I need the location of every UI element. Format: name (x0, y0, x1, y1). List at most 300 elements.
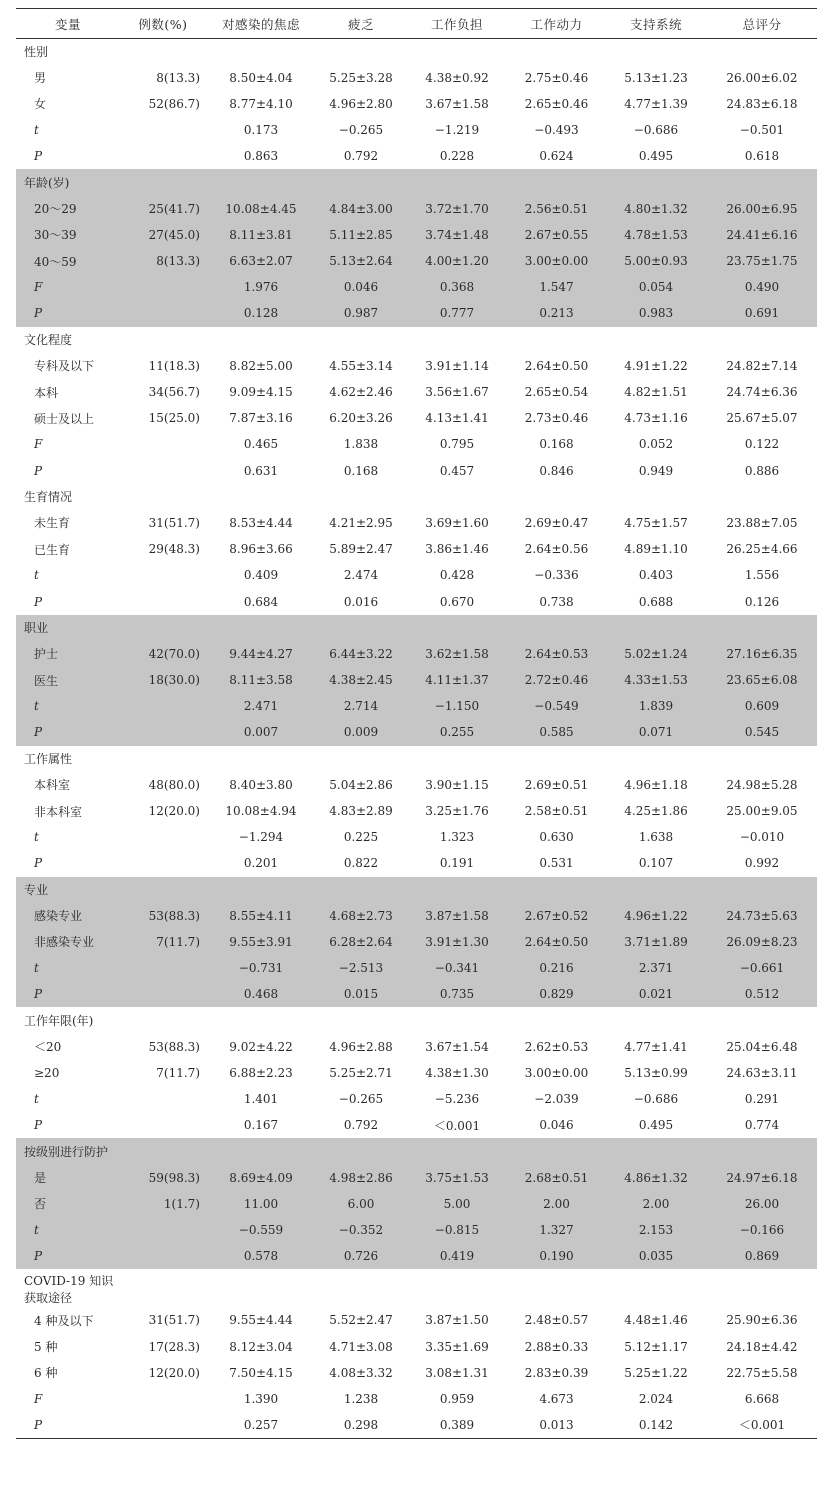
row-label: t (16, 955, 120, 981)
row-label: 否 (16, 1191, 120, 1217)
workload-cell: 3.62±1.58 (406, 641, 508, 667)
support-cell: 3.71±1.89 (605, 929, 707, 955)
anxiety-cell: 8.12±3.04 (229, 1339, 293, 1354)
count-cell (120, 274, 206, 300)
anxiety-cell: 8.53±4.44 (229, 515, 293, 530)
fatigue-cell: 4.71±3.08 (329, 1339, 393, 1354)
table-row (16, 379, 817, 405)
fatigue-cell: 0.225 (343, 830, 379, 845)
total-cell: 23.88±7.05 (726, 515, 798, 530)
header-cell-workload: 工作负担 (430, 16, 483, 32)
anxiety-cell: 2.471 (206, 693, 316, 719)
workload-cell: 0.457 (439, 463, 475, 478)
support-cell: 2.00 (605, 1191, 707, 1217)
count-cell (120, 458, 206, 484)
total-cell: 24.63±3.11 (726, 1065, 798, 1080)
table-row (16, 510, 817, 536)
anxiety-cell: 0.007 (206, 719, 316, 745)
fatigue-cell: 0.726 (316, 1243, 406, 1269)
count-cell: 59(98.3) (120, 1165, 206, 1191)
row-label: t (16, 1217, 120, 1243)
group-header-row (16, 1138, 817, 1164)
count-cell: 25(41.7) (120, 196, 206, 222)
fatigue-cell: 6.00 (316, 1191, 406, 1217)
motivation-cell: 0.829 (508, 981, 605, 1007)
fatigue-cell: 4.96±2.88 (329, 1039, 393, 1054)
row-label: t (34, 830, 39, 845)
fatigue-cell: 0.016 (343, 594, 379, 609)
fatigue-cell: 0.298 (343, 1417, 379, 1432)
total-cell: 25.04±6.48 (726, 1039, 798, 1054)
count-cell: 11(18.3) (148, 358, 200, 373)
fatigue-cell: 4.55±3.14 (329, 358, 393, 373)
workload-cell: 0.228 (439, 149, 475, 164)
support-cell: 0.071 (605, 719, 707, 745)
count-cell: 8(13.3) (120, 248, 206, 274)
total-cell: 0.122 (744, 437, 780, 452)
table-row (16, 405, 817, 431)
support-cell: 4.89±1.10 (624, 542, 688, 557)
total-cell: 27.16±6.35 (707, 641, 817, 667)
row-label: 未生育 (34, 516, 71, 531)
motivation-cell: 2.65±0.54 (524, 385, 589, 400)
count-cell (120, 562, 206, 588)
workload-cell: 0.389 (439, 1417, 475, 1432)
anxiety-cell: 7.87±3.16 (229, 411, 293, 426)
support-cell: 4.96±1.22 (605, 903, 707, 929)
header-cell-support: 支持系统 (629, 16, 682, 32)
workload-cell: 1.323 (439, 830, 475, 845)
count-cell (120, 117, 206, 143)
anxiety-cell: 11.00 (206, 1191, 316, 1217)
row-label: 是 (16, 1165, 120, 1191)
table-row (16, 641, 817, 667)
support-cell: 0.688 (638, 594, 674, 609)
table-row (16, 353, 817, 379)
count-cell: 27(45.0) (120, 222, 206, 248)
anxiety-cell: 9.09±4.15 (229, 385, 293, 400)
group-header-row (16, 327, 817, 353)
support-cell: −0.686 (633, 1092, 679, 1107)
workload-cell: 3.86±1.46 (425, 542, 489, 557)
motivation-cell: 2.67±0.55 (508, 222, 605, 248)
workload-cell: 4.11±1.37 (406, 667, 508, 693)
fatigue-cell: 6.20±3.26 (329, 411, 393, 426)
group-header-row (16, 1269, 817, 1307)
total-cell: 0.774 (744, 1118, 780, 1133)
statistic-row (16, 274, 817, 300)
total-cell: 24.98±5.28 (726, 777, 798, 792)
group-name: 生育情况 (24, 490, 73, 505)
anxiety-cell: 8.50±4.04 (229, 70, 293, 85)
motivation-cell: 2.56±0.51 (508, 196, 605, 222)
workload-cell: 3.87±1.50 (425, 1313, 489, 1328)
header-cell-variable: 变量 (54, 16, 81, 32)
total-cell: 0.691 (707, 300, 817, 326)
workload-cell: 3.25±1.76 (425, 804, 489, 819)
support-cell: 4.96±1.18 (624, 777, 688, 792)
fatigue-cell: 5.13±2.64 (316, 248, 406, 274)
motivation-cell: 2.00 (508, 1191, 605, 1217)
count-cell: 15(25.0) (148, 411, 200, 426)
motivation-cell: 2.65±0.46 (524, 96, 589, 111)
workload-cell: 0.795 (439, 437, 475, 452)
row-label: 感染专业 (16, 903, 120, 929)
motivation-cell: 0.013 (539, 1417, 574, 1432)
anxiety-cell: 10.08±4.94 (225, 804, 297, 819)
support-cell: 0.949 (638, 463, 674, 478)
anxiety-cell: 9.02±4.22 (229, 1039, 293, 1054)
statistic-row (16, 117, 817, 143)
count-cell (120, 1086, 206, 1112)
anxiety-cell: 8.69±4.09 (206, 1165, 316, 1191)
fatigue-cell: 4.38±2.45 (316, 667, 406, 693)
motivation-cell: −0.493 (534, 123, 579, 138)
motivation-cell: 2.62±0.53 (524, 1039, 589, 1054)
table-row (16, 903, 817, 929)
motivation-cell: 2.88±0.33 (524, 1339, 589, 1354)
workload-cell: 3.67±1.54 (425, 1039, 489, 1054)
count-cell: 31(51.7) (148, 515, 200, 530)
anxiety-cell: 8.82±5.00 (229, 358, 293, 373)
total-cell: 24.83±6.18 (726, 96, 798, 111)
motivation-cell: 0.585 (508, 719, 605, 745)
table-row (16, 1060, 817, 1086)
statistic-row (16, 562, 817, 588)
anxiety-cell: 8.55±4.11 (206, 903, 316, 929)
group-name: 按级别进行防护 (16, 1138, 817, 1164)
table-row (16, 248, 817, 274)
workload-cell: 0.959 (439, 1391, 475, 1406)
group-header-row (16, 877, 817, 903)
motivation-cell: 2.69±0.47 (524, 515, 589, 530)
count-cell: 1(1.7) (120, 1191, 206, 1217)
count-cell: 53(88.3) (120, 903, 206, 929)
workload-cell: 0.191 (439, 856, 475, 871)
anxiety-cell: 10.08±4.45 (206, 196, 316, 222)
motivation-cell: 0.168 (539, 437, 574, 452)
row-label: F (34, 1391, 43, 1406)
row-label: 本科 (34, 385, 59, 400)
anxiety-cell: 6.88±2.23 (229, 1065, 293, 1080)
row-label: 硕士及以上 (34, 411, 95, 426)
count-cell (120, 693, 206, 719)
row-label: 专科及以下 (34, 359, 95, 374)
table-row (16, 1034, 817, 1060)
motivation-cell: 0.531 (539, 856, 574, 871)
support-cell: 5.13±0.99 (624, 1065, 688, 1080)
support-cell: 4.33±1.53 (605, 667, 707, 693)
table-row (16, 196, 817, 222)
workload-cell: 0.777 (406, 300, 508, 326)
statistic-row (16, 1086, 817, 1112)
anxiety-cell: 1.390 (243, 1391, 279, 1406)
support-cell: 4.91±1.22 (624, 358, 688, 373)
row-label: 已生育 (34, 542, 71, 557)
fatigue-cell: −0.265 (338, 123, 384, 138)
workload-cell: 4.38±0.92 (425, 70, 489, 85)
group-name: 工作年限(年) (24, 1014, 94, 1029)
fatigue-cell: 4.96±2.80 (329, 96, 393, 111)
support-cell: 0.495 (638, 149, 674, 164)
fatigue-cell: 2.474 (343, 568, 379, 583)
fatigue-cell: 4.62±2.46 (329, 385, 393, 400)
motivation-cell: 2.64±0.50 (524, 358, 589, 373)
fatigue-cell: 0.987 (316, 300, 406, 326)
anxiety-cell: 6.63±2.07 (206, 248, 316, 274)
count-cell (120, 981, 206, 1007)
anxiety-cell: 0.167 (243, 1118, 279, 1133)
support-cell: 4.86±1.32 (605, 1165, 707, 1191)
motivation-cell: 2.48±0.57 (524, 1313, 589, 1328)
fatigue-cell: 6.44±3.22 (316, 641, 406, 667)
total-cell: 25.00±9.05 (726, 804, 798, 819)
anxiety-cell: 9.44±4.27 (206, 641, 316, 667)
table-row (16, 1191, 817, 1217)
anxiety-cell: −0.731 (206, 955, 316, 981)
support-cell: 4.48±1.46 (624, 1313, 688, 1328)
row-label: 40～59 (16, 248, 120, 274)
support-cell: 0.142 (638, 1417, 674, 1432)
total-cell: 0.609 (707, 693, 817, 719)
count-cell: 42(70.0) (120, 641, 206, 667)
motivation-cell: 1.547 (508, 274, 605, 300)
workload-cell: −0.815 (406, 1217, 508, 1243)
motivation-cell: −0.549 (508, 693, 605, 719)
anxiety-cell: 0.631 (243, 463, 279, 478)
workload-cell: 3.72±1.70 (406, 196, 508, 222)
fatigue-cell: 5.89±2.47 (329, 542, 393, 557)
motivation-cell: 3.00±0.00 (508, 248, 605, 274)
fatigue-cell: 0.009 (316, 719, 406, 745)
support-cell: 1.638 (638, 830, 674, 845)
header-cell-anxiety: 对感染的焦虑 (221, 16, 300, 32)
fatigue-cell: 4.68±2.73 (316, 903, 406, 929)
group-header-row (16, 1007, 817, 1033)
total-cell: 24.18±4.42 (726, 1339, 798, 1354)
total-cell: 26.00±6.02 (726, 70, 798, 85)
table-row (16, 798, 817, 824)
statistic-row (16, 981, 817, 1007)
count-cell (120, 1112, 206, 1138)
motivation-cell: 1.327 (508, 1217, 605, 1243)
table-row (16, 65, 817, 91)
motivation-cell: −0.336 (534, 568, 579, 583)
total-cell: 0.618 (744, 149, 780, 164)
motivation-cell: 4.673 (539, 1391, 574, 1406)
motivation-cell: 2.72±0.46 (508, 667, 605, 693)
table-body (16, 39, 817, 1439)
fatigue-cell: −0.265 (338, 1092, 384, 1107)
count-cell: 12(20.0) (148, 804, 200, 819)
row-label: P (34, 1118, 43, 1133)
row-label: 6 种 (34, 1366, 58, 1381)
support-cell: 2.371 (605, 955, 707, 981)
motivation-cell: 2.64±0.53 (508, 641, 605, 667)
workload-cell: ＜0.001 (433, 1118, 481, 1133)
support-cell: 5.12±1.17 (624, 1339, 688, 1354)
support-cell: 2.153 (605, 1217, 707, 1243)
anxiety-cell: 8.96±3.66 (229, 542, 293, 557)
support-cell: 0.021 (605, 981, 707, 1007)
anxiety-cell: 9.55±4.44 (229, 1313, 293, 1328)
fatigue-cell: 0.046 (316, 274, 406, 300)
support-cell: 4.75±1.57 (624, 515, 688, 530)
motivation-cell: 2.69±0.51 (524, 777, 589, 792)
total-cell: 22.75±5.58 (726, 1365, 798, 1380)
total-cell: 24.73±5.63 (707, 903, 817, 929)
workload-cell: 3.69±1.60 (425, 515, 489, 530)
header-cell-fatigue: 疲乏 (347, 16, 374, 32)
row-label: P (16, 1243, 120, 1269)
row-label: P (16, 300, 120, 326)
row-label: F (16, 274, 120, 300)
total-cell: 0.512 (707, 981, 817, 1007)
count-cell (120, 850, 206, 876)
workload-cell: 3.35±1.69 (425, 1339, 489, 1354)
total-cell: 6.668 (744, 1391, 780, 1406)
motivation-cell: 2.68±0.51 (508, 1165, 605, 1191)
workload-cell: 0.735 (406, 981, 508, 1007)
support-cell: 0.403 (638, 568, 674, 583)
support-cell: 0.054 (605, 274, 707, 300)
group-header-row (16, 169, 817, 195)
motivation-cell: 0.624 (539, 149, 574, 164)
motivation-cell: 0.630 (539, 830, 574, 845)
workload-cell: 5.00 (406, 1191, 508, 1217)
row-label: 男 (34, 71, 47, 86)
count-cell (120, 588, 206, 614)
count-cell: 8(13.3) (156, 70, 200, 85)
row-label: 4 种及以下 (34, 1313, 94, 1328)
motivation-cell: 0.190 (508, 1243, 605, 1269)
table-row (16, 1360, 817, 1386)
motivation-cell: 2.83±0.39 (524, 1365, 589, 1380)
workload-cell: −1.219 (434, 123, 480, 138)
anxiety-cell: −0.559 (206, 1217, 316, 1243)
total-cell: 25.90±6.36 (726, 1313, 798, 1328)
workload-cell: 4.13±1.41 (425, 411, 489, 426)
fatigue-cell: −2.513 (316, 955, 406, 981)
fatigue-cell: 4.08±3.32 (329, 1365, 393, 1380)
group-name: 性别 (24, 45, 49, 60)
fatigue-cell: 2.714 (316, 693, 406, 719)
row-label: 女 (34, 97, 47, 112)
fatigue-cell: 4.21±2.95 (329, 515, 393, 530)
support-cell: 5.02±1.24 (605, 641, 707, 667)
statistics-table (16, 8, 817, 1439)
anxiety-cell: 8.11±3.58 (206, 667, 316, 693)
count-cell: 7(11.7) (120, 929, 206, 955)
total-cell: 24.82±7.14 (726, 358, 798, 373)
fatigue-cell: 4.84±3.00 (316, 196, 406, 222)
count-cell: 18(30.0) (120, 667, 206, 693)
row-label: F (34, 437, 43, 452)
fatigue-cell: 0.168 (343, 463, 379, 478)
support-cell: 0.495 (638, 1118, 674, 1133)
statistic-row (16, 588, 817, 614)
table-row (16, 1307, 817, 1333)
row-label: ≥20 (34, 1065, 60, 1080)
anxiety-cell: 8.40±3.80 (229, 777, 293, 792)
motivation-cell: 2.75±0.46 (524, 70, 589, 85)
workload-cell: 0.670 (439, 594, 475, 609)
count-cell: 34(56.7) (148, 385, 200, 400)
total-cell: 0.869 (707, 1243, 817, 1269)
fatigue-cell: 6.28±2.64 (316, 929, 406, 955)
anxiety-cell: 0.465 (243, 437, 279, 452)
fatigue-cell: 1.238 (343, 1391, 379, 1406)
workload-cell: 0.419 (406, 1243, 508, 1269)
table-row (16, 222, 817, 248)
row-label: ＜20 (34, 1040, 62, 1055)
total-cell: 0.992 (744, 856, 780, 871)
anxiety-cell: 0.409 (243, 568, 279, 583)
count-cell (120, 431, 206, 457)
motivation-cell: 2.58±0.51 (524, 804, 589, 819)
row-label: 非本科室 (34, 804, 83, 819)
total-cell: −0.501 (739, 123, 785, 138)
total-cell: −0.010 (739, 830, 785, 845)
row-label: 非感染专业 (16, 929, 120, 955)
fatigue-cell: −0.352 (316, 1217, 406, 1243)
count-cell: 7(11.7) (156, 1065, 200, 1080)
support-cell: 5.13±1.23 (624, 70, 688, 85)
total-cell: ＜0.001 (738, 1418, 786, 1433)
header-row (16, 9, 817, 39)
anxiety-cell: 0.578 (206, 1243, 316, 1269)
workload-cell: 3.74±1.48 (406, 222, 508, 248)
statistic-row (16, 850, 817, 876)
support-cell: 4.82±1.51 (624, 385, 688, 400)
total-cell: 24.97±6.18 (707, 1165, 817, 1191)
total-cell: 26.00 (707, 1191, 817, 1217)
anxiety-cell: 0.684 (243, 594, 279, 609)
table-header (16, 9, 817, 39)
count-cell: 12(20.0) (148, 1365, 200, 1380)
anxiety-cell: 1.401 (243, 1092, 279, 1107)
workload-cell: 3.90±1.15 (425, 777, 489, 792)
total-cell: 26.25±4.66 (726, 542, 798, 557)
statistic-row (16, 719, 817, 745)
row-label: t (34, 1092, 39, 1107)
count-cell (120, 1243, 206, 1269)
anxiety-cell: 0.201 (243, 856, 279, 871)
workload-cell: 3.08±1.31 (425, 1365, 489, 1380)
fatigue-cell: 1.838 (343, 437, 379, 452)
workload-cell: 4.00±1.20 (406, 248, 508, 274)
support-cell: 0.035 (605, 1243, 707, 1269)
fatigue-cell: 5.52±2.47 (329, 1313, 393, 1328)
count-cell: 53(88.3) (148, 1039, 200, 1054)
workload-cell: 0.255 (406, 719, 508, 745)
support-cell: 4.77±1.41 (624, 1039, 688, 1054)
fatigue-cell: 5.11±2.85 (316, 222, 406, 248)
motivation-cell: 2.73±0.46 (524, 411, 589, 426)
row-label: P (34, 149, 43, 164)
anxiety-cell: 0.173 (243, 123, 279, 138)
table-row (16, 772, 817, 798)
anxiety-cell: 0.468 (206, 981, 316, 1007)
count-cell: 31(51.7) (148, 1313, 200, 1328)
motivation-cell: 3.00±0.00 (524, 1065, 589, 1080)
motivation-cell: 2.64±0.56 (524, 542, 589, 557)
row-label: t (34, 568, 39, 583)
support-cell: 0.107 (638, 856, 674, 871)
statistic-row (16, 1112, 817, 1138)
row-label: P (16, 981, 120, 1007)
total-cell: 25.67±5.07 (726, 411, 798, 426)
